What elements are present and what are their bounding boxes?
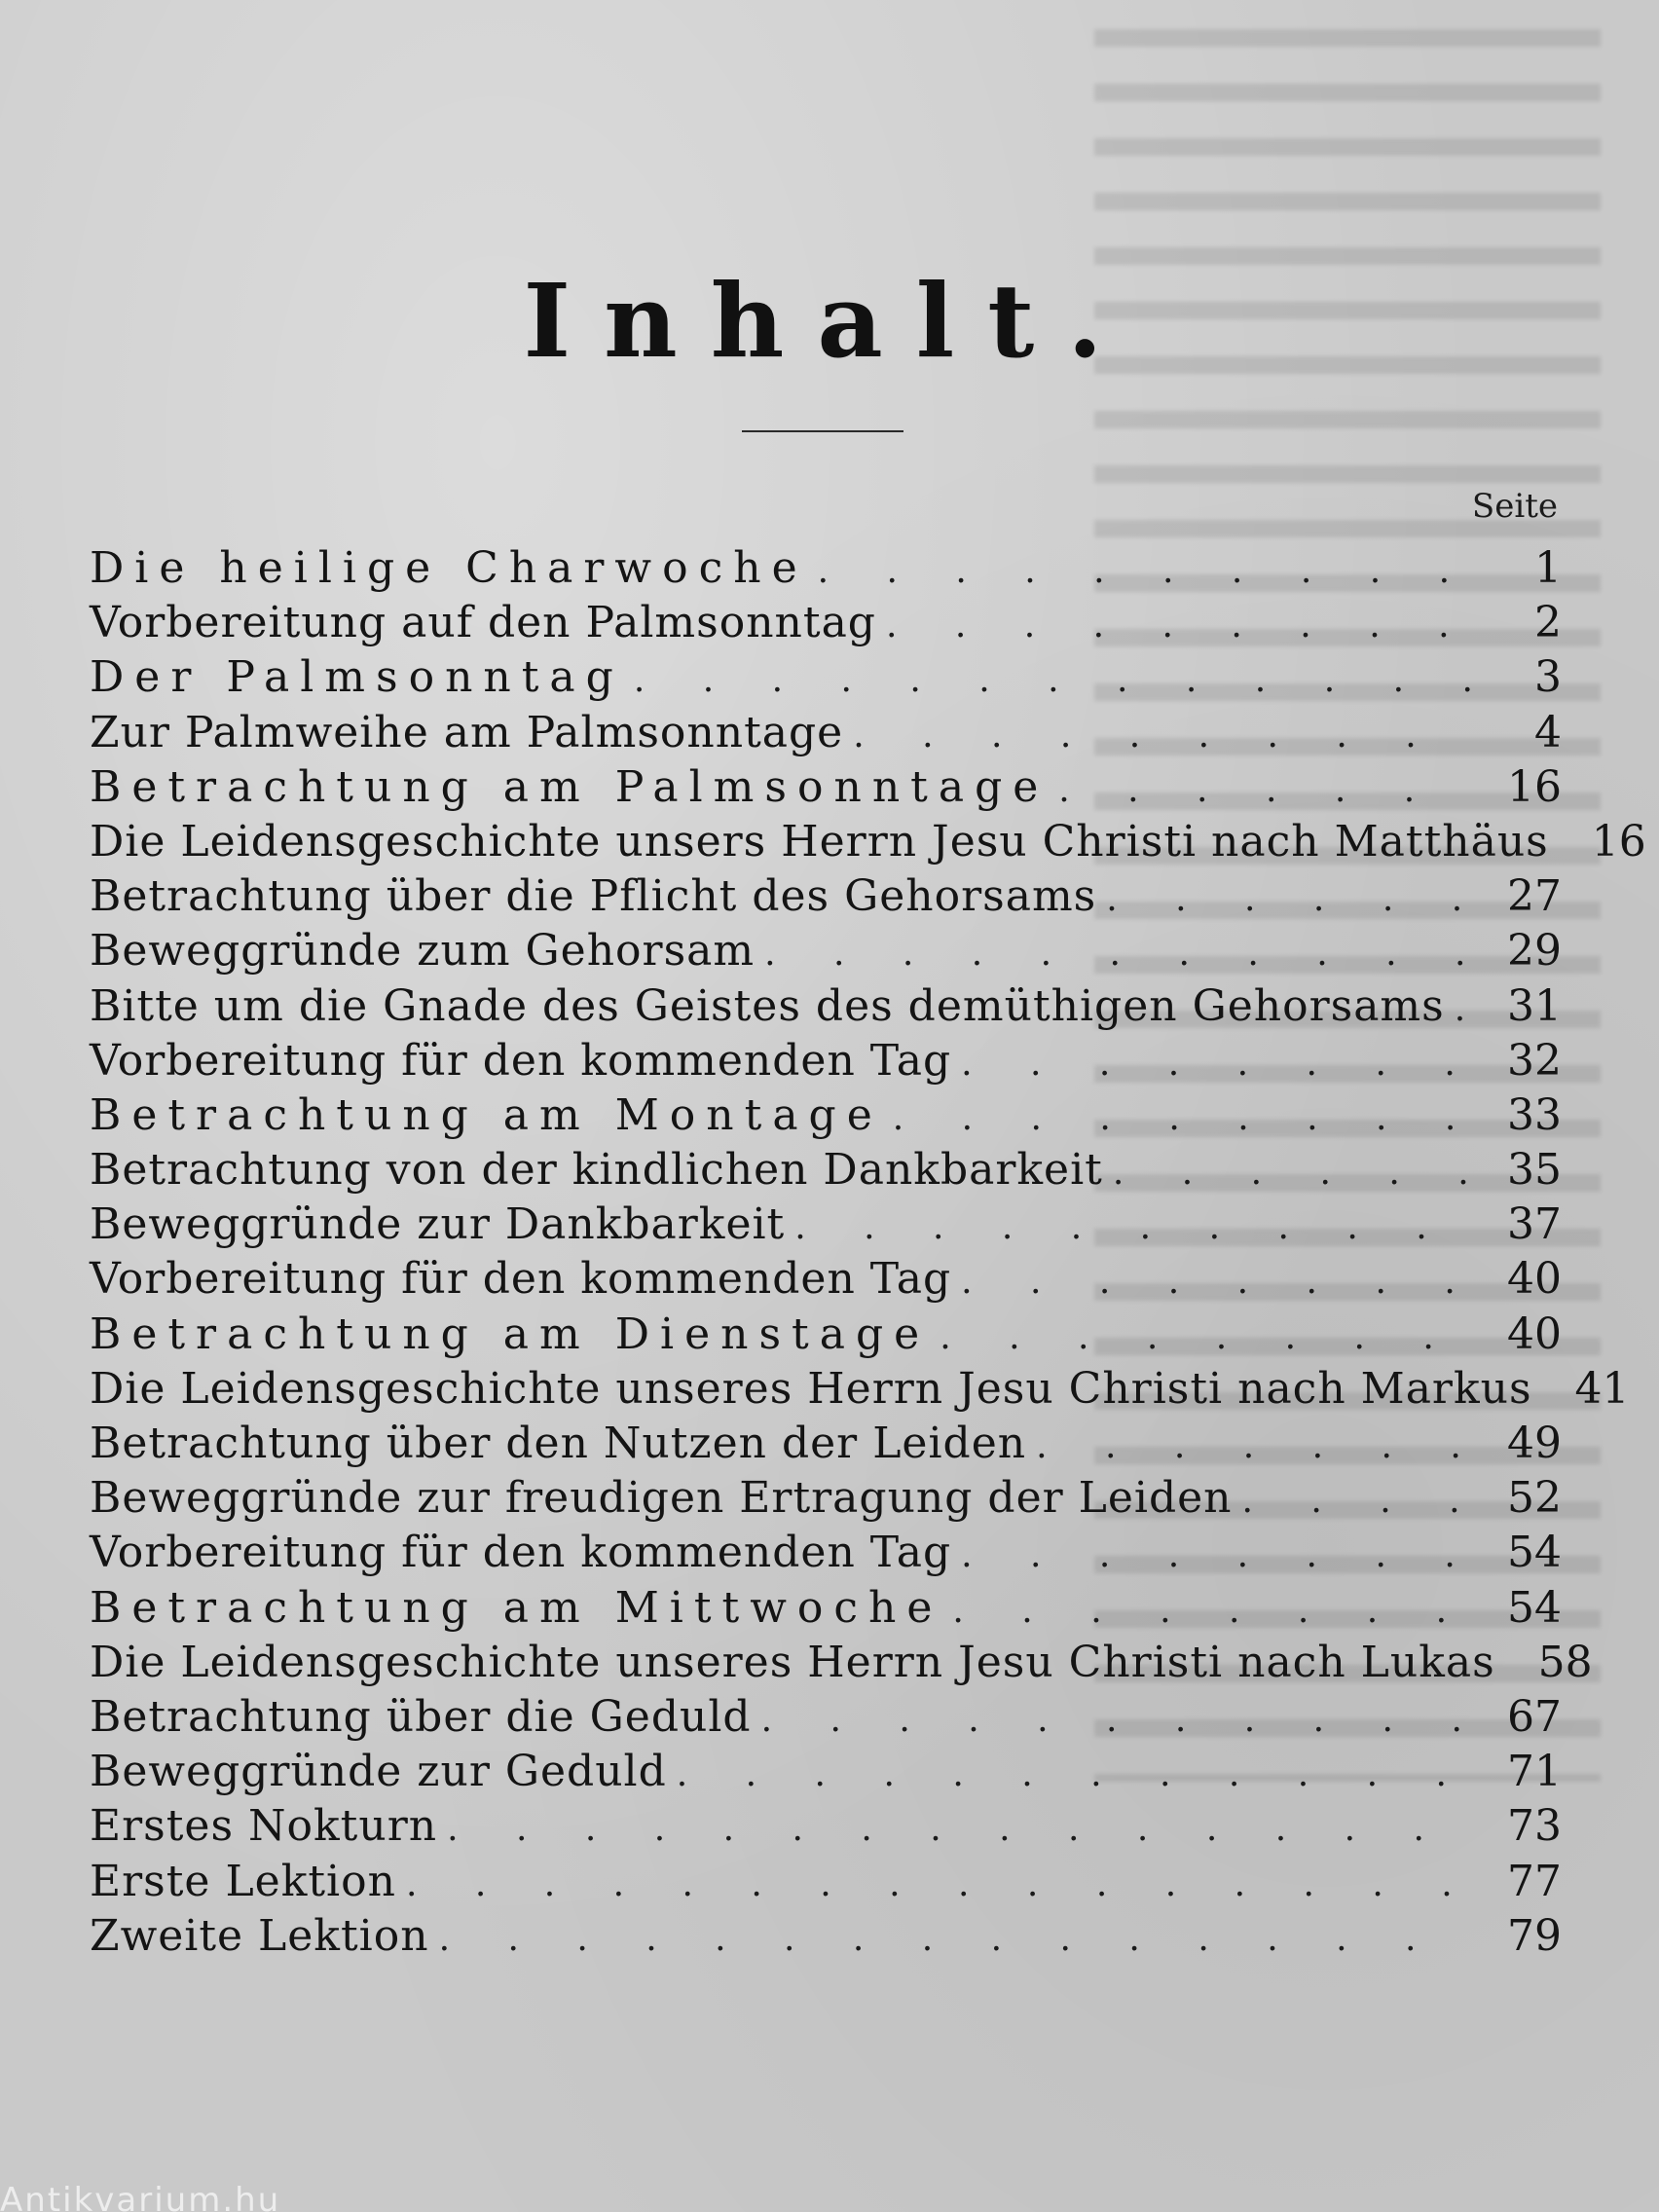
toc-entry-title: Der Palmsonntag [90, 652, 624, 703]
toc-entry-page: 71 [1507, 1747, 1562, 1797]
toc-entry [90, 541, 1562, 596]
toc-entry-page: 37 [1507, 1199, 1562, 1250]
toc-entry-title: Vorbereitung für den kommenden Tag [90, 1035, 952, 1086]
watermark: Antikvarium.hu [0, 2181, 281, 2212]
toc-entry-page: 4 [1534, 707, 1562, 757]
toc-dot-leader [677, 1748, 1474, 1802]
toc-entry [90, 1799, 1562, 1854]
toc-dot-leader [1036, 1419, 1474, 1474]
toc-entry [90, 1690, 1562, 1745]
toc-entry [90, 1855, 1562, 1909]
toc-entry [90, 1745, 1562, 1799]
toc-dot-leader [764, 927, 1474, 981]
toc-entry-title: Vorbereitung auf den Palmsonntag [90, 598, 876, 648]
title-divider [742, 430, 903, 432]
toc-entry-page: 1 [1534, 543, 1562, 593]
toc-entry [90, 1636, 1593, 1690]
toc-dot-leader [853, 709, 1474, 763]
toc-entry [90, 1088, 1562, 1143]
toc-entry-title: Betrachtung am Mittwoche [90, 1582, 943, 1633]
toc-entry-page: 52 [1507, 1473, 1562, 1524]
toc-entry [90, 1362, 1630, 1417]
toc-entry [90, 1143, 1562, 1198]
toc-entry-page: 29 [1507, 926, 1562, 977]
toc-entry [90, 596, 1562, 650]
toc-entry [90, 706, 1562, 760]
toc-dot-leader [761, 1693, 1474, 1748]
toc-entry-title: Zweite Lektion [90, 1910, 429, 1961]
page-column-header: Seite [1471, 487, 1558, 526]
toc-entry-title: Die Leidensgeschichte unseres Herrn Jesu Christi nach Markus [90, 1363, 1532, 1414]
toc-entry-title: Betrachtung von der kindlichen Dankbarkeit [90, 1145, 1103, 1196]
toc-entry-page: 49 [1507, 1419, 1562, 1468]
toc-entry-title: Betrachtung über den Nutzen der Leiden [90, 1419, 1027, 1468]
toc-entry-page: 33 [1507, 1089, 1562, 1140]
toc-dot-leader [447, 1802, 1474, 1857]
toc-dot-leader [961, 1255, 1474, 1309]
toc-entry-page: 27 [1507, 871, 1562, 922]
toc-entry-page: 31 [1507, 980, 1562, 1031]
toc-entry [90, 869, 1562, 924]
toc-entry-title: Erstes Nokturn [90, 1801, 438, 1852]
toc-entry-title: Vorbereitung für den kommenden Tag [90, 1254, 952, 1305]
toc-entry-title: Bitte um die Gnade des Geistes des demüthigen Gehorsams [90, 980, 1445, 1031]
toc-entry [90, 815, 1646, 869]
toc-entry-title: Beweggründe zur freudigen Ertragung der Leiden [90, 1473, 1233, 1524]
toc-dot-leader [634, 653, 1474, 708]
toc-entry-title: Betrachtung über die Geduld [90, 1691, 752, 1742]
toc-dot-leader [1242, 1474, 1475, 1529]
toc-entry-title: Beweggründe zur Geduld [90, 1747, 667, 1797]
toc-entry-page: 35 [1507, 1145, 1562, 1196]
toc-entry-title: Erste Lektion [90, 1856, 396, 1906]
toc-entry-page: 54 [1507, 1528, 1562, 1578]
toc-dot-leader [961, 1529, 1474, 1583]
toc-entry-title: Betrachtung am Dienstage [90, 1309, 931, 1359]
page-title: Inhalt. [523, 261, 1136, 381]
toc-dot-leader [1113, 1146, 1474, 1200]
toc-entry [90, 1526, 1562, 1580]
toc-dot-leader [1106, 872, 1474, 927]
toc-entry-title: Die Leidensgeschichte unseres Herrn Jesu Christi nach Lukas [90, 1637, 1495, 1687]
toc-dot-leader [406, 1858, 1474, 1912]
toc-dot-leader [893, 1091, 1474, 1146]
toc-entry-title: Beweggründe zur Dankbarkeit [90, 1199, 786, 1250]
toc-entry [90, 650, 1562, 705]
toc-entry-title: Vorbereitung für den kommenden Tag [90, 1528, 952, 1578]
toc-entry [90, 1581, 1562, 1636]
toc-dot-leader [818, 544, 1474, 599]
toc-entry [90, 1034, 1562, 1088]
toc-dot-leader [952, 1584, 1474, 1639]
toc-entry-page: 67 [1507, 1691, 1562, 1742]
toc-dot-leader [1058, 763, 1474, 818]
toc-entry-page: 16 [1507, 761, 1562, 812]
toc-entry-title: Die Leidensgeschichte unsers Herrn Jesu Christi nach Matthäus [90, 816, 1549, 866]
toc-dot-leader [439, 1912, 1474, 1967]
toc-entry-page: 77 [1507, 1856, 1562, 1906]
toc-entry [90, 1252, 1562, 1307]
toc-entry [90, 1417, 1562, 1471]
toc-entry [90, 1471, 1562, 1526]
table-of-contents [90, 541, 1646, 1964]
toc-entry [90, 924, 1562, 978]
toc-entry-page: 58 [1537, 1637, 1593, 1687]
toc-entry-title: Die heilige Charwoche [90, 543, 808, 593]
toc-entry-page: 40 [1507, 1254, 1562, 1305]
toc-entry-title: Betrachtung am Palmsonntage [90, 761, 1050, 812]
toc-dot-leader [1455, 982, 1474, 1037]
toc-entry-page: 3 [1534, 652, 1562, 703]
toc-entry-page: 73 [1507, 1801, 1562, 1852]
toc-entry-page: 40 [1507, 1309, 1562, 1359]
toc-entry [90, 1198, 1562, 1252]
toc-entry-page: 41 [1574, 1363, 1630, 1414]
toc-entry [90, 760, 1562, 815]
toc-entry [90, 979, 1562, 1034]
toc-entry-title: Betrachtung über die Pflicht des Gehorsams [90, 871, 1097, 922]
toc-entry [90, 1308, 1562, 1362]
toc-dot-leader [886, 599, 1474, 653]
toc-dot-leader [961, 1037, 1474, 1091]
toc-entry-page: 2 [1534, 598, 1562, 648]
toc-entry-title: Betrachtung am Montage [90, 1089, 883, 1140]
toc-entry-page: 32 [1507, 1035, 1562, 1086]
toc-entry-title: Beweggründe zum Gehorsam [90, 926, 756, 977]
toc-entry [90, 1909, 1562, 1964]
toc-entry-page: 16 [1591, 816, 1646, 866]
toc-entry-title: Zur Palmweihe am Palmsonntage [90, 707, 844, 757]
toc-entry-page: 79 [1507, 1910, 1562, 1961]
toc-dot-leader [940, 1310, 1474, 1365]
toc-entry-page: 54 [1507, 1582, 1562, 1633]
toc-dot-leader [794, 1200, 1474, 1255]
